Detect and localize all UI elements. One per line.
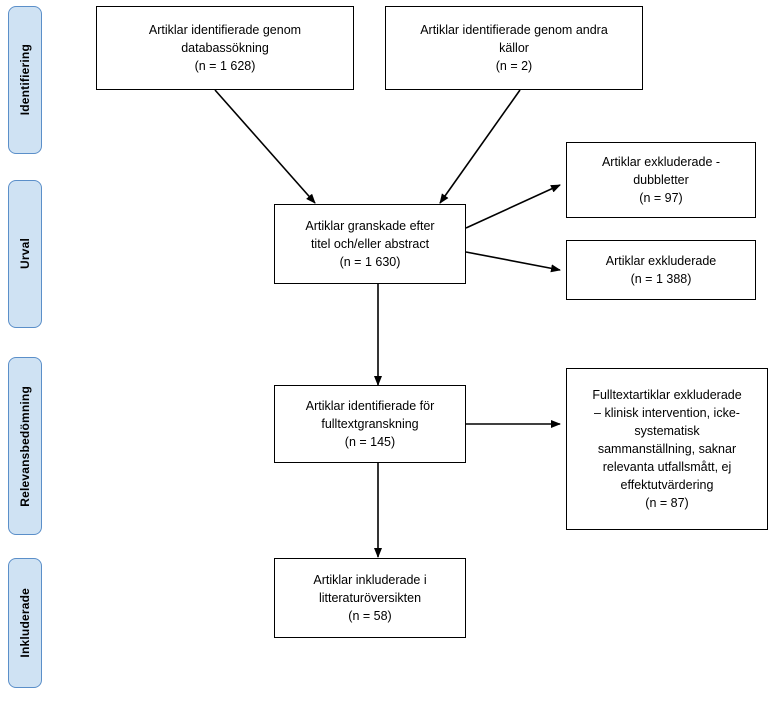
box-excluded-screening-line-2: (n = 1 388): [630, 272, 692, 286]
stage-label-inkluderade-text: Inkluderade: [18, 588, 32, 658]
box-fulltext-identified-line-1: Artiklar identifierade för: [305, 398, 435, 413]
box-screened-line-2: titel och/eller abstract: [310, 236, 430, 251]
box-database-search: [96, 6, 354, 90]
box-fulltext-excluded-line-6: effektutvärdering: [620, 478, 714, 493]
box-other-sources-line-1: Artiklar identifierade genom andra: [420, 22, 608, 37]
box-excluded-duplicates-line-2: dubbletter: [633, 172, 689, 187]
stage-label-urval-text: Urval: [18, 238, 32, 270]
box-database-search-line-1: Artiklar identifierade genom: [148, 22, 302, 37]
box-fulltext-excluded-line-3: systematisk: [634, 423, 700, 438]
box-included-review-line-3: (n = 58): [348, 609, 392, 624]
box-database-search-line-2: databassökning: [181, 40, 269, 55]
box-database-search-line-3: (n = 1 628): [194, 59, 256, 74]
box-included-review-line-2: litteraturöversikten: [318, 590, 422, 605]
box-fulltext-excluded-line-4: sammanställning, saknar: [597, 441, 737, 456]
stage-label-relevansbedomning: [8, 357, 42, 535]
box-other-sources-line-3: (n = 2): [495, 59, 533, 74]
stage-label-urval: [8, 180, 42, 328]
box-fulltext-excluded-line-2: – klinisk intervention, icke-: [594, 405, 740, 420]
stage-label-identifiering: [8, 6, 42, 154]
box-fulltext-identified-line-2: fulltextgranskning: [321, 416, 419, 431]
box-included-review: [274, 558, 466, 638]
box-excluded-duplicates-line-1: Artiklar exkluderade -: [601, 154, 721, 169]
box-fulltext-excluded-line-1: Fulltextartiklar exkluderade: [592, 387, 742, 402]
stage-label-relevansbedomning-text: Relevansbedömning: [18, 385, 32, 507]
box-fulltext-excluded: [566, 368, 768, 530]
box-screened-line-1: Artiklar granskade efter: [305, 218, 435, 233]
box-excluded-duplicates: [566, 142, 756, 218]
box-excluded-screening-line-1: Artiklar exkluderade: [605, 253, 717, 268]
box-excluded-screening: [566, 240, 756, 300]
stage-label-inkluderade: [8, 558, 42, 688]
box-fulltext-identified-line-3: (n = 145): [344, 435, 396, 450]
box-screened-line-3: (n = 1 630): [339, 255, 401, 270]
box-fulltext-excluded-line-7: (n = 87): [645, 496, 689, 511]
box-other-sources-line-2: källor: [499, 40, 529, 55]
box-fulltext-identified: [274, 385, 466, 463]
stage-label-identifiering-text: Identifiering: [18, 44, 32, 116]
box-included-review-line-1: Artiklar inkluderade i: [313, 572, 427, 587]
box-screened-title-abstract: [274, 204, 466, 284]
box-other-sources: [385, 6, 643, 90]
box-fulltext-excluded-line-5: relevanta utfallsmått, ej: [602, 460, 732, 475]
box-excluded-duplicates-line-3: (n = 97): [639, 191, 683, 206]
